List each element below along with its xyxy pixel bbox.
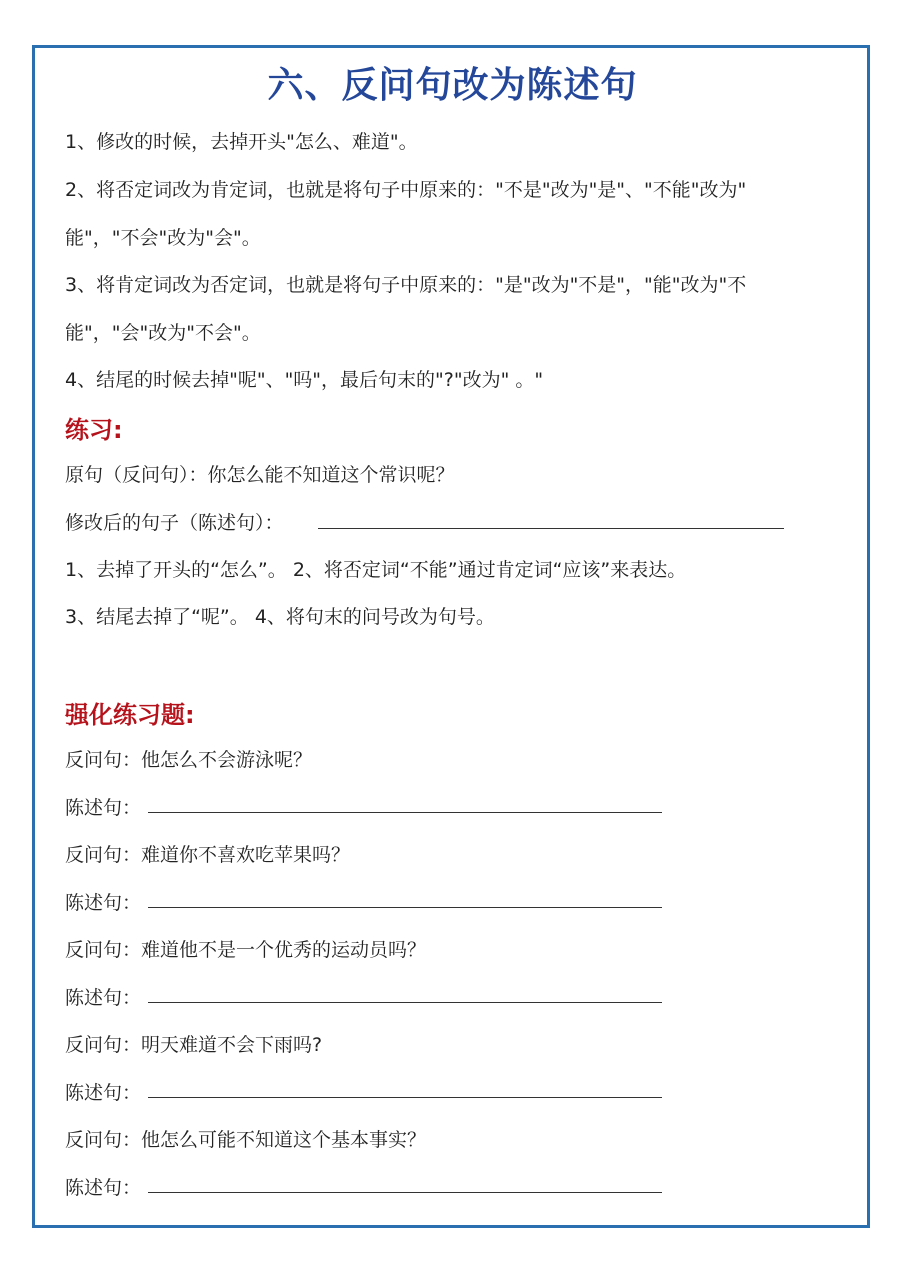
exercise-answer-label-5: 陈述句： xyxy=(65,1177,142,1199)
practice-answer-blank[interactable] xyxy=(318,528,784,529)
exercise-answer-label-4: 陈述句： xyxy=(65,1082,142,1104)
page-title: 六、反问句改为陈述句 xyxy=(267,65,638,106)
exercise-answer-label-2: 陈述句： xyxy=(65,892,142,914)
exercise-question-1: 反问句：他怎么不会游泳呢？ xyxy=(65,749,313,771)
exercise-answer-blank-3[interactable] xyxy=(148,1002,662,1003)
exercise-answer-label-1: 陈述句： xyxy=(65,797,142,819)
rule-2-continued: 能"，"不会"改为"会"。 xyxy=(65,227,261,249)
rule-2: 2、将否定词改为肯定词，也就是将句子中原来的："不是"改为"是"、"不能"改为" xyxy=(65,179,747,201)
rule-4: 4、结尾的时候去掉"呢"、"吗"，最后句末的"?"改为" 。" xyxy=(65,369,544,391)
practice-notes-2: 3、结尾去掉了“呢”。 4、将句末的问号改为句号。 xyxy=(65,606,495,628)
exercise-answer-label-3: 陈述句： xyxy=(65,987,142,1009)
exercise-answer-blank-5[interactable] xyxy=(148,1192,662,1193)
exercises-heading: 强化练习题: xyxy=(65,701,195,729)
practice-notes-1: 1、去掉了开头的“怎么”。 2、将否定词“不能”通过肯定词“应该”来表达。 xyxy=(65,559,687,581)
exercise-answer-blank-2[interactable] xyxy=(148,907,662,908)
practice-heading: 练习: xyxy=(65,416,123,444)
exercise-question-2: 反问句：难道你不喜欢吃苹果吗？ xyxy=(65,844,351,866)
practice-original-sentence: 原句（反问句）：你怎么能不知道这个常识呢？ xyxy=(65,464,455,486)
exercise-answer-blank-1[interactable] xyxy=(148,812,662,813)
exercise-question-3: 反问句：难道他不是一个优秀的运动员吗？ xyxy=(65,939,427,961)
rule-1: 1、修改的时候，去掉开头"怎么、难道"。 xyxy=(65,131,418,153)
exercise-question-5: 反问句：他怎么可能不知道这个基本事实？ xyxy=(65,1129,427,1151)
exercise-question-4: 反问句：明天难道不会下雨吗? xyxy=(65,1034,323,1056)
rule-3-continued: 能"，"会"改为"不会"。 xyxy=(65,322,261,344)
exercise-answer-blank-4[interactable] xyxy=(148,1097,662,1098)
practice-modified-label: 修改后的句子（陈述句）： xyxy=(65,512,284,534)
rule-3: 3、将肯定词改为否定词，也就是将句子中原来的："是"改为"不是"，"能"改为"不 xyxy=(65,274,747,296)
